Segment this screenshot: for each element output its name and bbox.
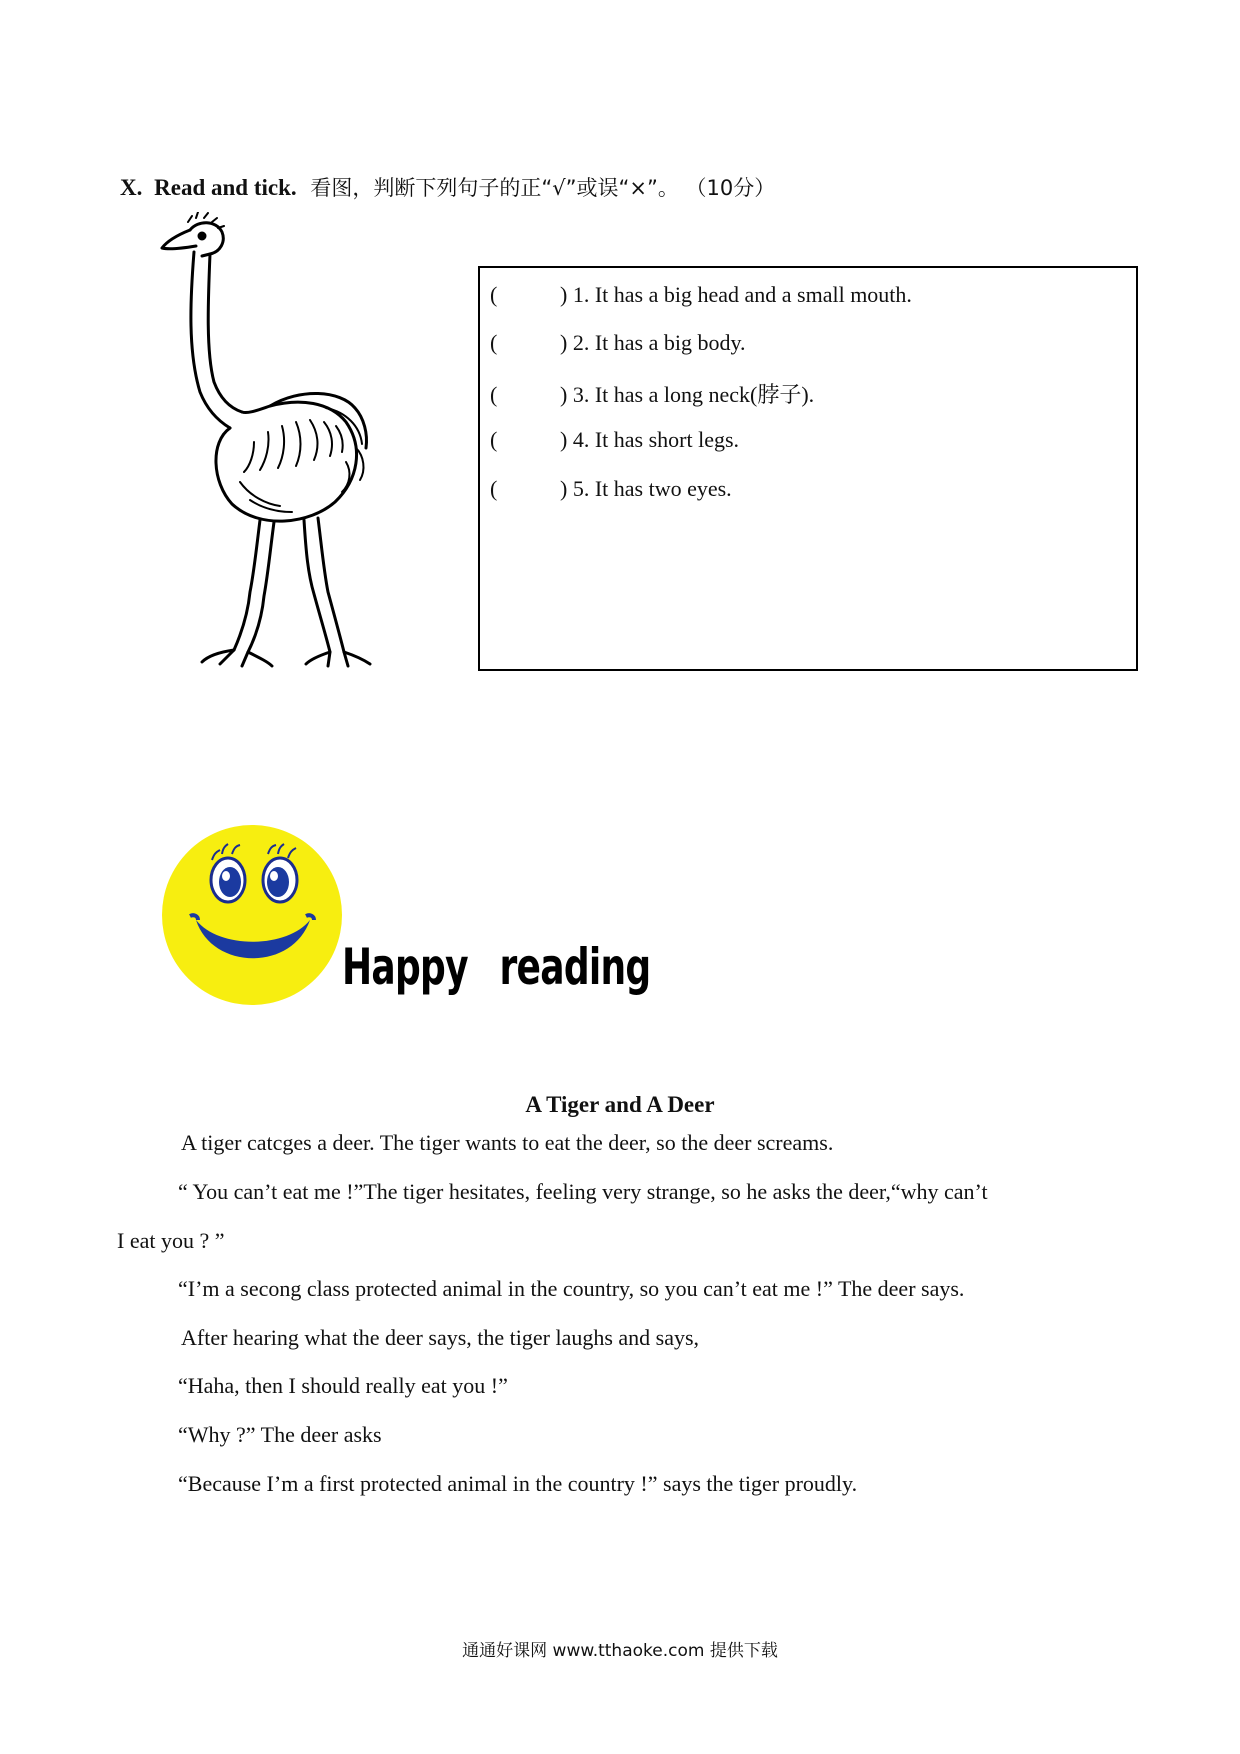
answer-blank-3[interactable]: ( xyxy=(490,382,498,407)
story-paragraph-4: After hearing what the deer says, the tiger laughs and says, xyxy=(181,1325,700,1350)
smiley-face-image xyxy=(160,820,345,1010)
statement-4 xyxy=(490,427,739,453)
statement-3 xyxy=(490,378,814,409)
statement-text: ) 1. It has a big head and a small mouth. xyxy=(560,282,912,307)
page-footer: 通通好课网 www.tthaoke.com 提供下载 xyxy=(462,1641,778,1661)
instruction-en: Read and tick. xyxy=(154,175,297,200)
section-number: X. xyxy=(120,175,143,200)
section-heading xyxy=(120,172,775,202)
story-paragraph-1: A tiger catcges a deer. The tiger wants to eat the deer, so the deer screams. xyxy=(181,1130,834,1155)
answer-blank-1[interactable]: ( xyxy=(490,282,498,307)
story-paragraph-2: “ You can’t eat me !”The tiger hesitates, feeling very strange, so he asks the deer,“why can’t xyxy=(178,1179,988,1204)
story-paragraph-6: “Why ?” The deer asks xyxy=(178,1422,382,1447)
statement-text: ) 3. It has a long neck(脖子). xyxy=(560,382,815,407)
story-paragraph-7: “Because I’m a first protected animal in the country !” says the tiger proudly. xyxy=(178,1471,858,1496)
answer-blank-2[interactable]: ( xyxy=(490,330,498,355)
story-title: A Tiger and A Deer xyxy=(525,1092,715,1117)
statement-1 xyxy=(490,282,912,308)
statement-text: ) 2. It has a big body. xyxy=(560,330,746,355)
answer-blank-4[interactable]: ( xyxy=(490,427,498,452)
ostrich-image xyxy=(150,212,410,677)
story-paragraph-3: “I’m a secong class protected animal in the country, so you can’t eat me !” The deer says. xyxy=(178,1276,965,1301)
story-paragraph-2-cont: I eat you ? ” xyxy=(117,1228,225,1253)
statement-text: ) 4. It has short legs. xyxy=(560,427,740,452)
happy-reading-banner xyxy=(342,938,650,996)
statement-text: ) 5. It has two eyes. xyxy=(560,476,732,501)
instruction-zh: 看图，判断下列句子的正“√”或误“×”。 （10分） xyxy=(310,176,776,200)
statement-5 xyxy=(490,476,732,502)
answer-blank-5[interactable]: ( xyxy=(490,476,498,501)
story-paragraph-5: “Haha, then I should really eat you !” xyxy=(178,1373,508,1398)
banner-word-reading: reading xyxy=(499,938,651,996)
statements-box xyxy=(478,266,1138,671)
banner-word-happy: Happy xyxy=(342,938,468,996)
statement-2 xyxy=(490,330,746,356)
